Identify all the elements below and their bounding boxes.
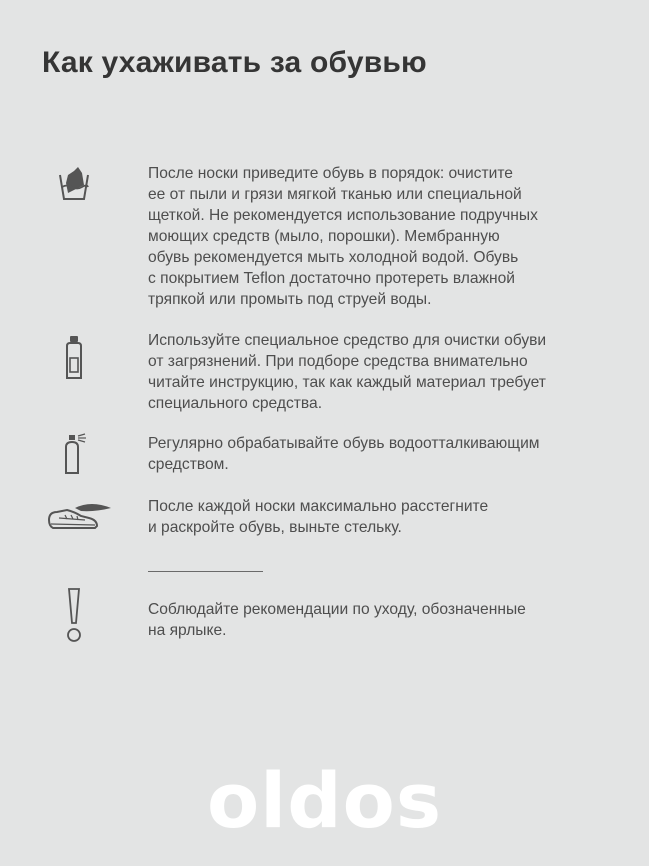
- brand-logo: oldos: [206, 756, 443, 845]
- care-text-spray: Регулярно обрабатывайте обувь водоотталкивающим средством.: [148, 435, 540, 473]
- care-text-sneaker: После каждой носки максимально расстегните и раскройте обувь, выньте стельку.: [148, 498, 489, 536]
- divider: [148, 571, 263, 572]
- care-text-label: Соблюдайте рекомендации по уходу, обозначенные на ярлыке.: [148, 601, 526, 639]
- exclamation-icon: [42, 587, 106, 643]
- care-text-washing: После носки приведите обувь в порядок: очистите ее от пыли и грязи мягкой тканью или специальной щеткой. Не рекомендуется использование подручных моющих средств (мыло, порошки). Мембранную обувь рекомендуется мыть холодной водой. Обувь с покрытием Teflon достаточно протереть влажной тряпкой или промыть под струей воды.: [148, 165, 538, 308]
- page-title: Как ухаживать за обувью: [42, 46, 427, 79]
- washing-basin-icon: [42, 163, 106, 219]
- sneaker-insole-icon: [44, 498, 114, 554]
- spray-can-icon: [42, 433, 106, 489]
- cleaner-bottle-icon: [42, 334, 106, 390]
- care-text-cleaner: Используйте специальное средство для очистки обуви от загрязнений. При подборе средства внимательно читайте инструкцию, так как каждый материал требует специального средства.: [148, 332, 547, 412]
